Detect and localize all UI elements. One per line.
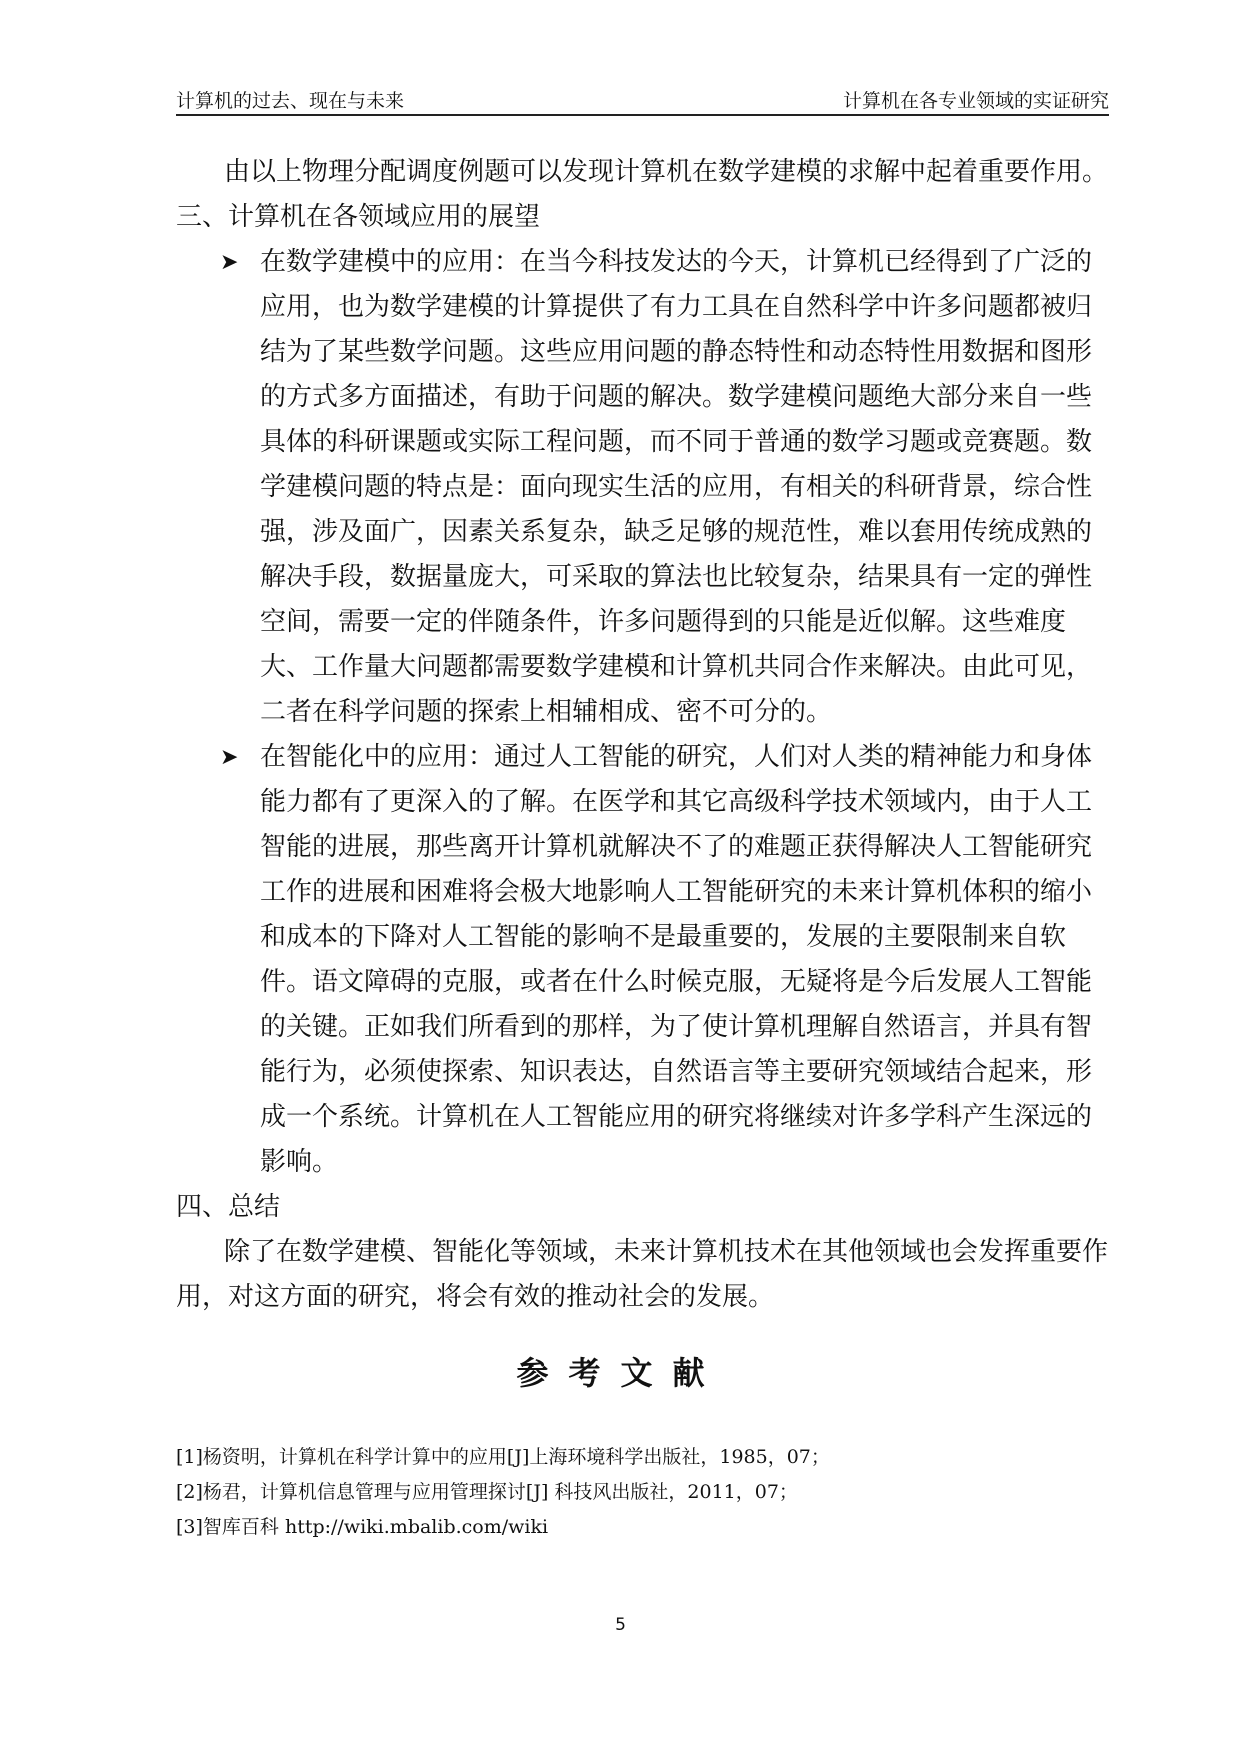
bullet-item-math-modeling	[220, 240, 1109, 735]
references-list	[176, 1440, 1109, 1545]
header-divider	[176, 114, 1109, 116]
references-title: 参考文献	[516, 1354, 725, 1392]
arrow-bullet-icon: ➤	[220, 250, 239, 275]
document-body	[176, 150, 1109, 1320]
section-heading-outlook: 三、计算机在各领域应用的展望	[176, 202, 541, 232]
bullet-item-ai	[220, 735, 1109, 1185]
section-heading-summary: 四、总结	[176, 1192, 281, 1222]
reference-item: [3]智库百科 http://wiki.mbalib.com/wiki	[176, 1516, 549, 1538]
bullet-text: 在智能化中的应用：通过人工智能的研究，人们对人类的精神能力和身体能力都有了更深入的了解。在医学和其它高级科学技术领域内，由于人工智能的进展，那些离开计算机就解决不了的难题正获得解决人工智能研究工作的进展和困难将会极大地影响人工智能研究的未来计算机体积的缩小和成本的下降对人工智能的影响不是最重要的，发展的主要限制来自软件。语文障碍的克服，或者在什么时候克服，无疑将是今后发展人工智能的关键。正如我们所看到的那样，为了使计算机理解自然语言，并具有智能行为，必须使探索、知识表达，自然语言等主要研究领域结合起来，形成一个系统。计算机在人工智能应用的研究将继续对许多学科产生深远的影响。	[260, 742, 1093, 1177]
reference-item: [2]杨君，计算机信息管理与应用管理探讨[J] 科技风出版社，2011，07；	[176, 1481, 798, 1503]
intro-paragraph: 由以上物理分配调度例题可以发现计算机在数学建模的求解中起着重要作用。	[224, 157, 1109, 187]
arrow-bullet-icon: ➤	[220, 745, 239, 770]
header-right-title: 计算机在各专业领域的实证研究	[842, 90, 1109, 112]
header-left-title: 计算机的过去、现在与未来	[176, 90, 405, 112]
reference-item: [1]杨资明，计算机在科学计算中的应用[J]上海环境科学出版社，1985，07；	[176, 1446, 830, 1468]
page-number: 5	[615, 1615, 626, 1635]
bullet-text: 在数学建模中的应用：在当今科技发达的今天，计算机已经得到了广泛的应用，也为数学建模的计算提供了有力工具在自然科学中许多问题都被归结为了某些数学问题。这些应用问题的静态特性和动态特性用数据和图形的方式多方面描述，有助于问题的解决。数学建模问题绝大部分来自一些具体的科研课题或实际工程问题，而不同于普通的数学习题或竞赛题。数学建模问题的特点是：面向现实生活的应用，有相关的科研背景，综合性强，涉及面广，因素关系复杂，缺乏足够的规范性，难以套用传统成熟的解决手段，数据量庞大，可采取的算法也比较复杂，结果具有一定的弹性空间，需要一定的伴随条件，许多问题得到的只能是近似解。这些难度大、工作量大问题都需要数学建模和计算机共同合作来解决。由此可见，二者在科学问题的探索上相辅相成、密不可分的。	[260, 247, 1093, 727]
summary-paragraph: 除了在数学建模、智能化等领域，未来计算机技术在其他领域也会发挥重要作用，对这方面的研究，将会有效的推动社会的发展。	[176, 1237, 1109, 1312]
